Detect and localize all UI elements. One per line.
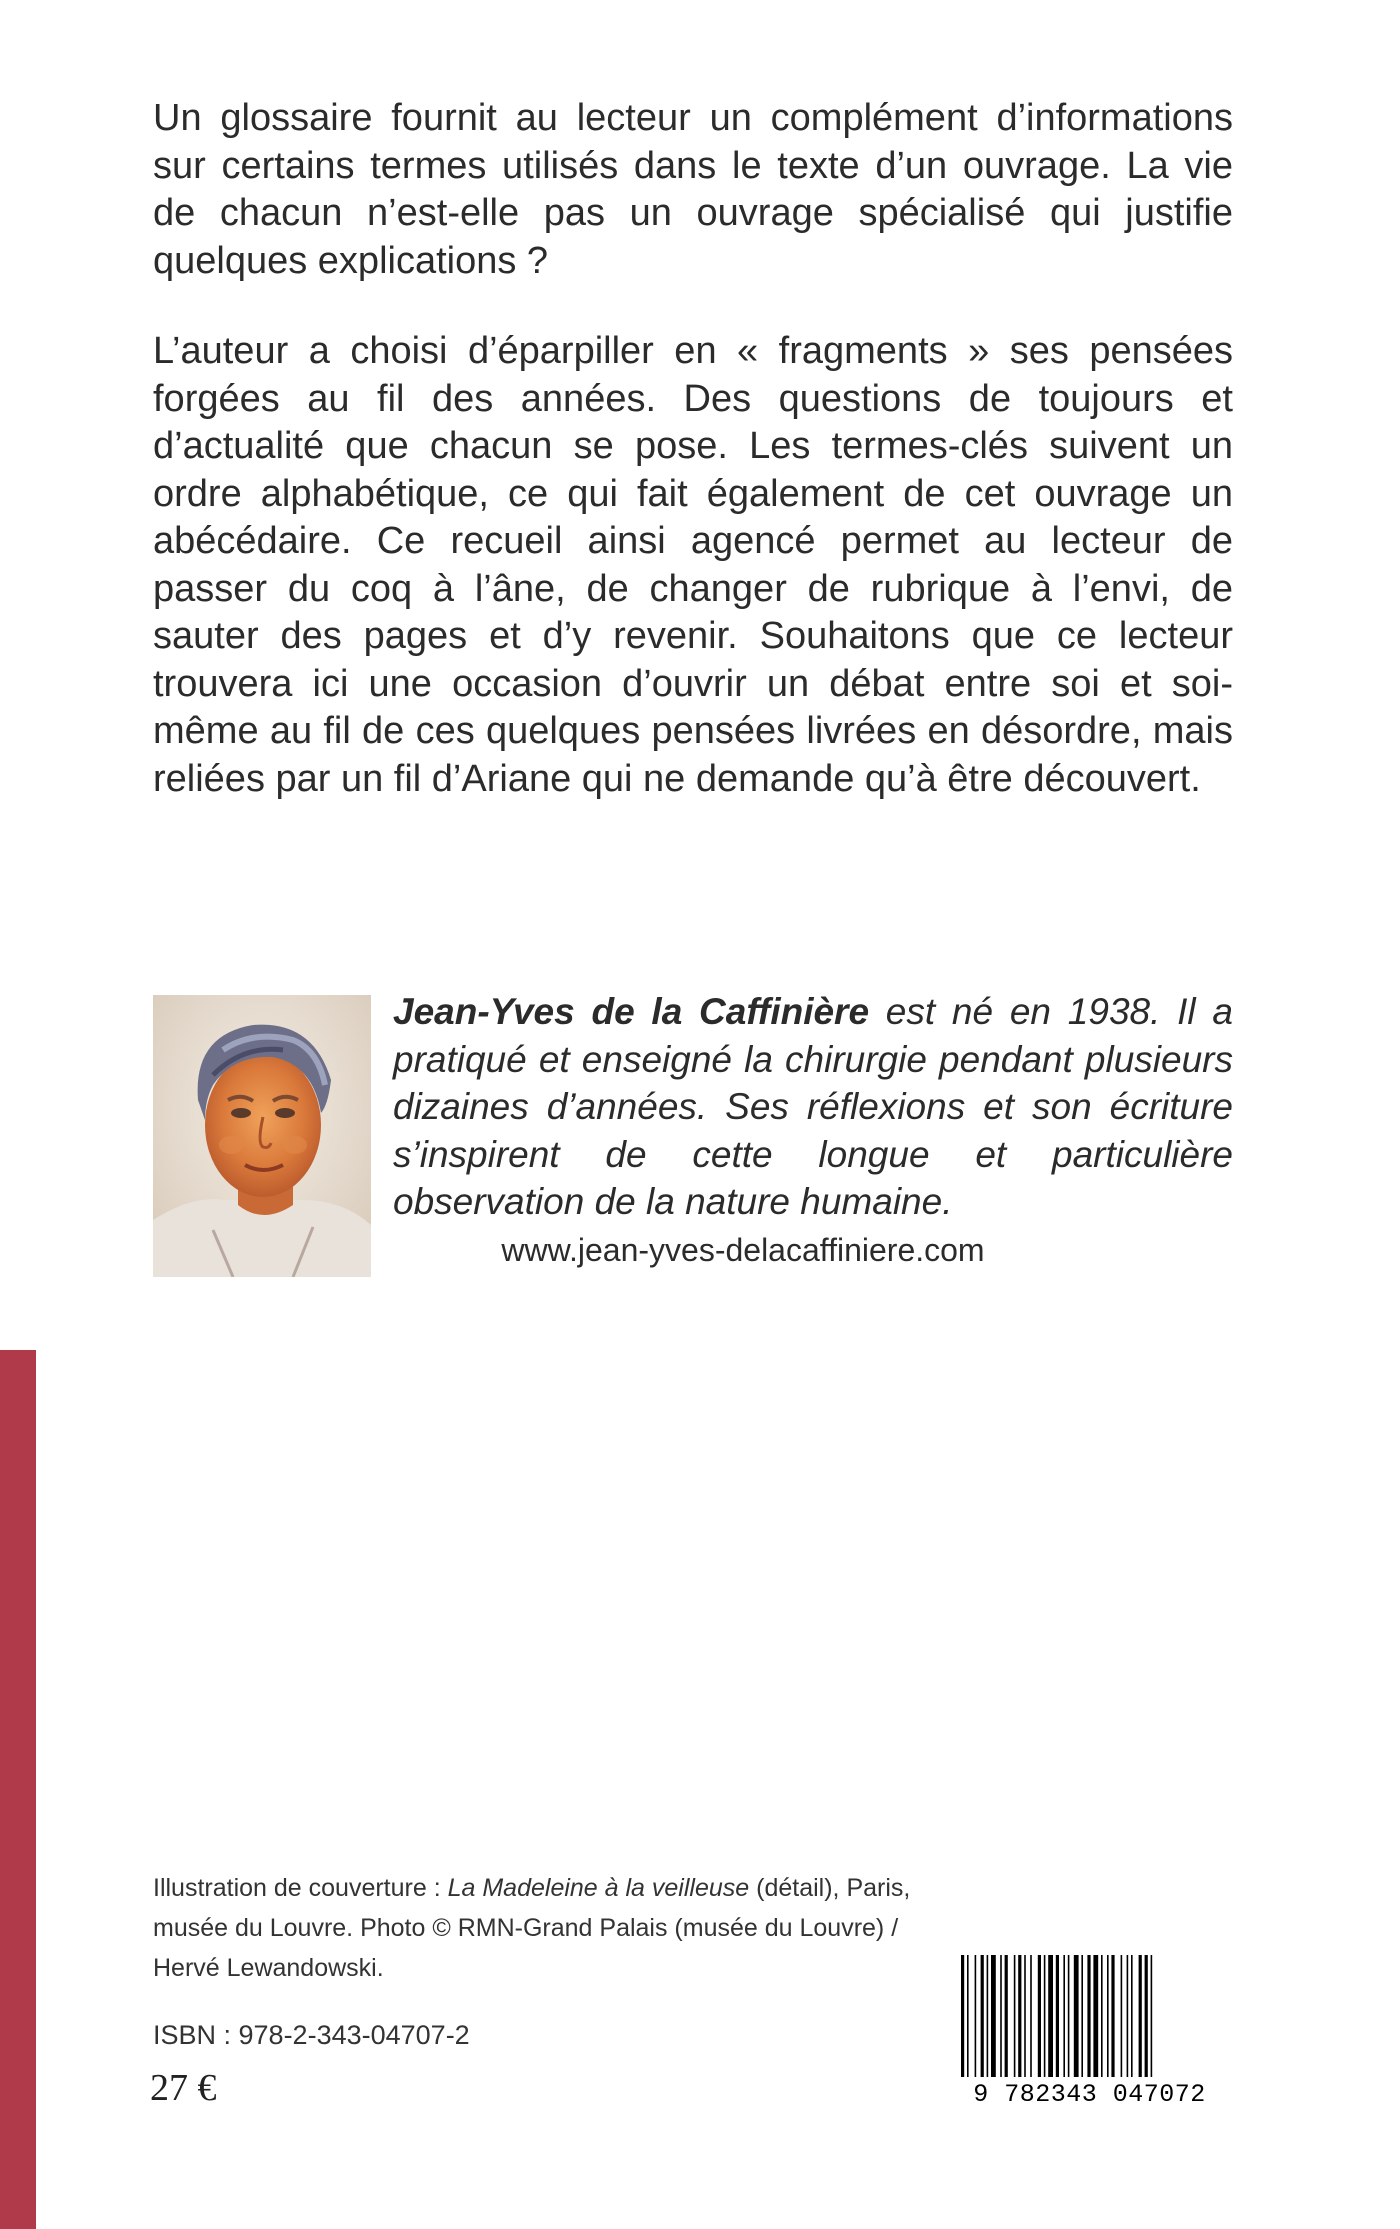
author-bio <box>393 988 1233 1226</box>
barcode-number: 9 782343 047072 <box>973 2080 1206 2109</box>
credits-prefix: Illustration de couverture : <box>153 1874 448 1902</box>
isbn: ISBN : 978-2-343-04707-2 <box>153 2020 470 2050</box>
author-portrait <box>153 995 371 1277</box>
author-name: Jean-Yves de la Caffinière <box>393 991 870 1032</box>
price: 27 € <box>150 2067 217 2109</box>
back-cover-blurb <box>153 95 1233 803</box>
blurb-paragraph-1: Un glossaire fournit au lecteur un complément d’informations sur certains termes utilisés dans le texte d’un ouvrage. La vie de chacun n’est-elle pas un ouvrage spécialisé qui justifie quelques explications ? <box>153 97 1233 282</box>
credits-details: (détail), Paris, musée du Louvre. Photo © RMN-Grand Palais (musée du Louvre) / Hervé Lewandowski. <box>153 1874 911 1982</box>
artwork-title: La Madeleine à la veilleuse <box>447 1874 750 1902</box>
author-bio-text: est né en 1938. Il a pratiqué et enseigné la chirurgie pendant plusieurs dizaines d’années. Ses réflexions et son écriture s’inspirent de cette longue et particulière observation de la nature humaine. <box>393 991 1233 1222</box>
cover-illustration-credits <box>153 1868 943 1988</box>
author-website: www.jean-yves-delacaffiniere.com <box>501 1232 985 1268</box>
blurb-paragraph-2: L’auteur a choisi d’éparpiller en « fragments » ses pensées forgées au fil des années. Des questions de toujours et d’actualité que chacun se pose. Les termes-clés suivent un ordre alphabétique, ce qui fait également de cet ouvrage un abécédaire. Ce recueil ainsi agencé permet au lecteur de passer du coq à l’âne, de changer de rubrique à l’envi, de sauter des pages et d’y revenir. Souhaitons que ce lecteur trouvera ici une occasion d’ouvrir un débat entre soi et soi-même au fil de ces quelques pensées livrées en désordre, mais reliées par un fil d’Ariane qui ne demande qu’à être découvert. <box>153 330 1233 800</box>
spine-color-band <box>0 1350 36 2229</box>
